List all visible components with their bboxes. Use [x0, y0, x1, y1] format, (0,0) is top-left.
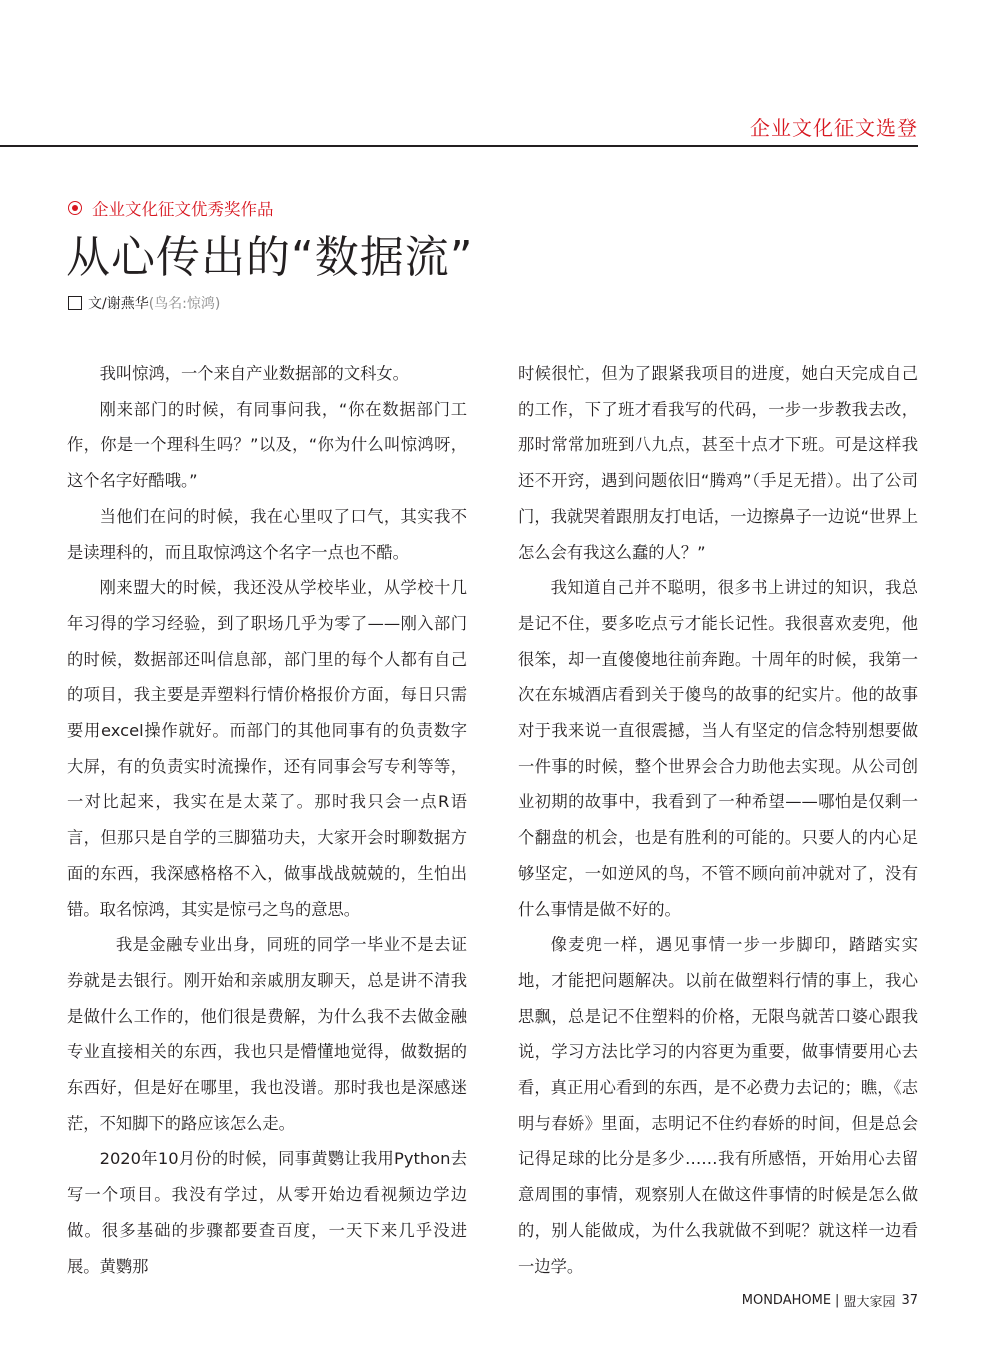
paragraph: 像麦兜一样，遇见事情一步一步脚印，踏踏实实地，才能把问题解决。以前在做塑料行情的事上，我心思飘，总是记不住塑料的价格，无限鸟就苦口婆心跟我说，学习方法比学习的内容更为重要，做事情要用心去看，真正用心看到的东西，是不必费力去记的；瞧，《志明与春娇》里面，志明记不住约春娇的时间，但是总会记得足球的比分是多少……我有所感悟，开始用心去留意周围的事情，观察别人在做这件事情的时候是怎么做的，别人能做成，为什么我就做不到呢？就这样一边看一边学。 — [518, 935, 918, 1276]
article-title: 从心传出的“数据流” — [66, 232, 474, 283]
header-rule — [0, 145, 918, 147]
square-icon — [68, 296, 82, 310]
article-column-left — [67, 356, 467, 1284]
paragraph: 我叫惊鸿，一个来自产业数据部的文科女。 — [99, 364, 409, 383]
footer-brand: MONDAHOME — [741, 1293, 832, 1308]
byline-alias: (鸟名:惊鸿) — [148, 296, 221, 312]
radio-circle-icon — [68, 201, 82, 215]
paragraph: 刚来盟大的时候，我还没从学校毕业，从学校十几年习得的学习经验，到了职场几乎为零了——刚入部门的时候，数据部还叫信息部，部门里的每个人都有自己的项目，我主要是弄塑料行情价格报价方面，每日只需要用excel操作就好。而部门的其他同事有的负责数字大屏，有的负责实时流操作，还有同事会写专利等等，一对比起来，我实在是太菜了。那时我只会一点R语言，但那只是自学的三脚猫功夫，大家开会时聊数据方面的东西，我深感格格不入，做事战战兢兢的，生怕出错。取名惊鸿，其实是惊弓之鸟的意思。 — [67, 578, 467, 919]
paragraph: 时候很忙，但为了跟紧我项目的进度，她白天完成自己的工作，下了班才看我写的代码，一步一步教我去改，那时常常加班到八九点，甚至十点才下班。可是这样我还不开窍，遇到问题依旧“腾鸡”（手足无措）。出了公司门，我就哭着跟朋友打电话，一边擦鼻子一边说“世界上怎么会有我这么蠢的人？” — [518, 364, 918, 562]
paragraph: 我知道自己并不聪明，很多书上讲过的知识，我总是记不住，要多吃点亏才能长记性。我很喜欢麦兜，他很笨，却一直傻傻地往前奔跑。十周年的时候，我第一次在东城酒店看到关于傻鸟的故事的纪实片。他的故事对于我来说一直很震撼，当人有坚定的信念特别想要做一件事的时候，整个世界会合力助他去实现。从公司创业初期的故事中，我看到了一种希望——哪怕是仅剩一个翻盘的机会，也是有胜利的可能的。只要人的内心足够坚定，一如逆风的鸟，不管不顾向前冲就对了，没有什么事情是做不好的。 — [518, 578, 918, 919]
article-column-right — [518, 356, 918, 1284]
footer-publication: 盟大家园 — [843, 1295, 896, 1310]
paragraph: 2020年10月份的时候，同事黄鹦让我用Python去写一个项目。我没有学过，从零开始边看视频边学边做。很多基础的步骤都要查百度，一天下来几乎没进展。黄鹦那 — [67, 1149, 467, 1276]
section-title: 企业文化征文选登 — [750, 116, 918, 140]
page-number: 37 — [901, 1293, 918, 1308]
footer-separator: | — [835, 1293, 840, 1308]
paragraph: 当他们在问的时候，我在心里叹了口气，其实我不是读理科的，而且取惊鸿这个名字一点也不酷。 — [67, 506, 467, 562]
award-text: 企业文化征文优秀奖作品 — [92, 200, 274, 219]
award-label — [68, 197, 274, 219]
byline-author: 文/谢燕华 — [88, 296, 149, 312]
paragraph: 刚来部门的时候，有同事问我，“你在数据部门工作，你是一个理科生吗？”以及，“你为什么叫惊鸿呀，这个名字好酷哦。” — [67, 399, 467, 491]
paragraph: 我是金融专业出身，同班的同学一毕业不是去证券就是去银行。刚开始和亲戚朋友聊天，总是讲不清我是做什么工作的，他们很是费解，为什么我不去做金融专业直接相关的东西，我也只是懵懂地觉得，做数据的东西好，但是好在哪里，我也没谱。那时我也是深感迷茫，不知脚下的路应该怎么走。 — [67, 935, 467, 1133]
byline — [68, 293, 220, 313]
page-footer — [742, 1291, 918, 1310]
